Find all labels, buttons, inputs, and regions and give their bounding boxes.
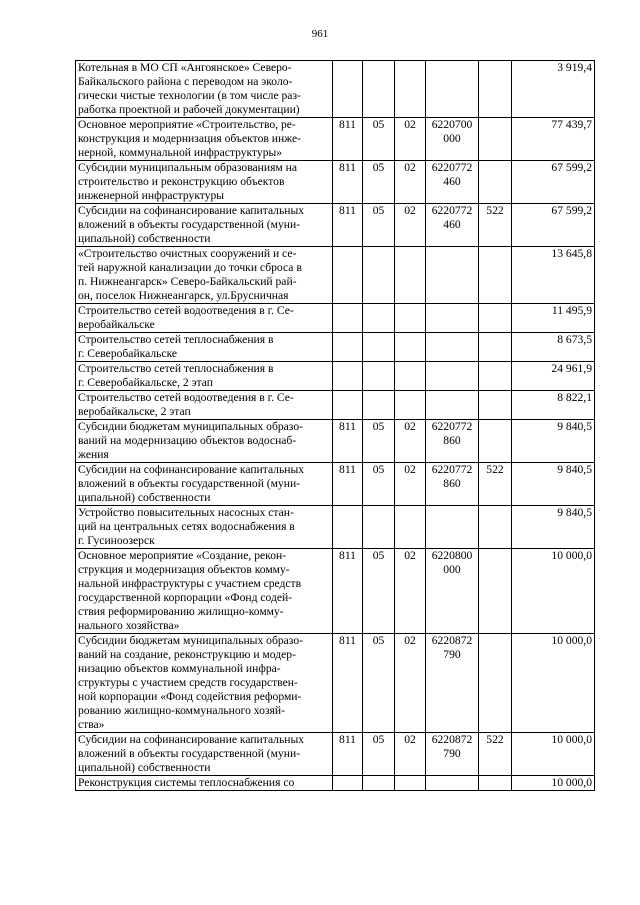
- item-name-line: Субсидии на софинансирование капитальных: [78, 204, 305, 217]
- grbs-cell: 811: [333, 463, 363, 506]
- amount-cell: 9 840,5: [512, 420, 595, 463]
- amount-cell: 67 599,2: [512, 204, 595, 247]
- target-code-cell: [426, 733, 479, 776]
- expense-type-cell: [479, 362, 512, 391]
- grbs-cell: 811: [333, 161, 363, 204]
- section-cell: 05: [363, 204, 395, 247]
- item-name-line: Котельная в МО СП «Ангоянское» Северо-: [78, 61, 292, 74]
- item-name-line: ной корпорации «Фонд содействия реформи-: [78, 690, 302, 703]
- table-row: [76, 463, 595, 506]
- section-cell: [363, 506, 395, 549]
- table-row: [76, 204, 595, 247]
- item-name-line: вложений в объекты государственной (муни-: [78, 747, 301, 760]
- item-name-line: низацию объектов коммунальной инфра-: [78, 662, 281, 675]
- target-code-cell: [426, 549, 479, 634]
- table-row: [76, 362, 595, 391]
- target-code-cell: [426, 420, 479, 463]
- subsection-cell: 02: [395, 118, 426, 161]
- subsection-cell: 02: [395, 733, 426, 776]
- subsection-cell: [395, 506, 426, 549]
- section-cell: 05: [363, 161, 395, 204]
- expense-type-cell: [479, 304, 512, 333]
- item-name-cell: [76, 362, 333, 391]
- item-name-line: гически чистые технологии (в том числе раз-: [78, 89, 301, 102]
- target-code-cell: [426, 391, 479, 420]
- item-name-line: структуры с участием средств государствен-: [78, 676, 298, 689]
- amount-cell: 9 840,5: [512, 463, 595, 506]
- grbs-cell: 811: [333, 204, 363, 247]
- expense-type-cell: [479, 549, 512, 634]
- item-name-line: жения: [78, 448, 109, 461]
- item-name-cell: [76, 733, 333, 776]
- item-name-line: рованию жилищно-коммунального хозяй-: [78, 704, 285, 717]
- subsection-cell: 02: [395, 161, 426, 204]
- item-name-cell: [76, 161, 333, 204]
- item-name-cell: [76, 204, 333, 247]
- item-name-line: Строительство сетей водоотведения в г. Се-: [78, 391, 294, 404]
- section-cell: 05: [363, 634, 395, 733]
- target-code-cell: [426, 304, 479, 333]
- subsection-cell: [395, 391, 426, 420]
- subsection-cell: [395, 304, 426, 333]
- budget-table-body: [76, 61, 595, 791]
- item-name-line: ваний на модернизацию объектов водоснаб-: [78, 434, 297, 447]
- item-name-cell: [76, 333, 333, 362]
- item-name-line: Строительство сетей теплоснабжения в: [78, 362, 274, 375]
- item-name-line: инженерной инфраструктуры: [78, 189, 225, 202]
- amount-cell: 67 599,2: [512, 161, 595, 204]
- target-code-line: 860: [443, 434, 461, 447]
- item-name-cell: [76, 61, 333, 118]
- item-name-line: нерной, коммунальной инфраструктуры»: [78, 146, 283, 159]
- item-name-line: Субсидии муниципальным образованиям на: [78, 161, 297, 174]
- table-row: [76, 506, 595, 549]
- table-row: [76, 776, 595, 791]
- amount-cell: 9 840,5: [512, 506, 595, 549]
- table-row: [76, 634, 595, 733]
- target-code-cell: [426, 506, 479, 549]
- grbs-cell: [333, 61, 363, 118]
- item-name-line: ций на центральных сетях водоснабжения в: [78, 520, 295, 533]
- section-cell: [363, 391, 395, 420]
- item-name-line: «Строительство очистных сооружений и се-: [78, 247, 297, 260]
- item-name-line: Субсидии бюджетам муниципальных образо-: [78, 634, 303, 647]
- target-code-cell: [426, 362, 479, 391]
- expense-type-cell: [479, 247, 512, 304]
- expense-type-cell: [479, 634, 512, 733]
- expense-type-cell: [479, 420, 512, 463]
- target-code-line: 6220772: [431, 204, 473, 217]
- expense-type-cell: [479, 118, 512, 161]
- grbs-cell: [333, 362, 363, 391]
- grbs-cell: [333, 506, 363, 549]
- section-cell: [363, 333, 395, 362]
- item-name-line: веробайкальске, 2 этап: [78, 405, 191, 418]
- item-name-line: Субсидии бюджетам муниципальных образо-: [78, 420, 303, 433]
- item-name-line: строительство и реконструкцию объектов: [78, 175, 285, 188]
- target-code-line: 000: [443, 132, 461, 145]
- subsection-cell: 02: [395, 463, 426, 506]
- item-name-line: Байкальского района с переводом на эколо-: [78, 75, 293, 88]
- table-row: [76, 391, 595, 420]
- item-name-line: ципальной) собственности: [78, 761, 211, 774]
- table-row: [76, 61, 595, 118]
- item-name-line: ципальной) собственности: [78, 232, 211, 245]
- expense-type-cell: 522: [479, 733, 512, 776]
- item-name-cell: [76, 549, 333, 634]
- table-row: [76, 333, 595, 362]
- item-name-line: п. Нижнеангарск» Северо-Байкальский рай-: [78, 275, 297, 288]
- section-cell: 05: [363, 733, 395, 776]
- item-name-line: Субсидии на софинансирование капитальных: [78, 733, 305, 746]
- section-cell: [363, 362, 395, 391]
- amount-cell: 13 645,8: [512, 247, 595, 304]
- target-code-line: 6220800: [431, 549, 473, 562]
- item-name-line: вложений в объекты государственной (муни-: [78, 477, 301, 490]
- expense-type-cell: [479, 391, 512, 420]
- subsection-cell: [395, 362, 426, 391]
- item-name-cell: [76, 391, 333, 420]
- subsection-cell: [395, 333, 426, 362]
- amount-cell: 10 000,0: [512, 776, 595, 791]
- subsection-cell: 02: [395, 420, 426, 463]
- item-name-line: Основное мероприятие «Строительство, ре-: [78, 118, 296, 131]
- item-name-cell: [76, 247, 333, 304]
- section-cell: [363, 61, 395, 118]
- grbs-cell: 811: [333, 733, 363, 776]
- target-code-line: 6220772: [431, 420, 473, 433]
- item-name-line: нального хозяйства»: [78, 619, 180, 632]
- item-name-line: Основное мероприятие «Создание, рекон-: [78, 549, 287, 562]
- target-code-line: 000: [443, 563, 461, 576]
- item-name-line: г. Северобайкальске: [78, 347, 178, 360]
- subsection-cell: 02: [395, 549, 426, 634]
- item-name-line: струкция и модернизация объектов комму-: [78, 563, 290, 576]
- amount-cell: 77 439,7: [512, 118, 595, 161]
- target-code-cell: [426, 118, 479, 161]
- amount-cell: 8 822,1: [512, 391, 595, 420]
- subsection-cell: [395, 247, 426, 304]
- target-code-cell: [426, 634, 479, 733]
- subsection-cell: 02: [395, 634, 426, 733]
- item-name-line: Строительство сетей теплоснабжения в: [78, 333, 274, 346]
- item-name-line: Реконструкция системы теплоснабжения со: [78, 776, 295, 789]
- item-name-line: Субсидии на софинансирование капитальных: [78, 463, 305, 476]
- budget-table: [75, 60, 595, 791]
- target-code-cell: [426, 61, 479, 118]
- table-row: [76, 118, 595, 161]
- grbs-cell: [333, 304, 363, 333]
- amount-cell: 3 919,4: [512, 61, 595, 118]
- grbs-cell: 811: [333, 118, 363, 161]
- target-code-cell: [426, 247, 479, 304]
- target-code-line: 790: [443, 747, 461, 760]
- page-number: 961: [311, 28, 329, 40]
- item-name-cell: [76, 506, 333, 549]
- item-name-line: конструкция и модернизация объектов инже-: [78, 132, 302, 145]
- grbs-cell: 811: [333, 420, 363, 463]
- amount-cell: 8 673,5: [512, 333, 595, 362]
- table-row: [76, 247, 595, 304]
- target-code-line: 460: [443, 218, 461, 231]
- item-name-cell: [76, 304, 333, 333]
- grbs-cell: [333, 333, 363, 362]
- target-code-cell: [426, 161, 479, 204]
- target-code-line: 6220772: [431, 161, 473, 174]
- expense-type-cell: 522: [479, 204, 512, 247]
- table-row: [76, 420, 595, 463]
- item-name-cell: [76, 463, 333, 506]
- section-cell: 05: [363, 118, 395, 161]
- amount-cell: 11 495,9: [512, 304, 595, 333]
- item-name-line: он, поселок Нижнеангарск, ул.Брусничная: [78, 289, 289, 302]
- target-code-cell: [426, 776, 479, 791]
- item-name-cell: [76, 420, 333, 463]
- subsection-cell: [395, 776, 426, 791]
- item-name-line: г. Гусиноозерск: [78, 534, 155, 547]
- subsection-cell: 02: [395, 204, 426, 247]
- target-code-line: 6220772: [431, 463, 473, 476]
- section-cell: [363, 247, 395, 304]
- target-code-line: 6220700: [431, 118, 473, 131]
- expense-type-cell: [479, 161, 512, 204]
- table-row: [76, 161, 595, 204]
- target-code-line: 790: [443, 648, 461, 661]
- item-name-line: г. Северобайкальске, 2 этап: [78, 376, 213, 389]
- target-code-line: 6220872: [431, 634, 473, 647]
- grbs-cell: 811: [333, 549, 363, 634]
- table-row: [76, 549, 595, 634]
- item-name-line: ципальной) собственности: [78, 491, 211, 504]
- item-name-cell: [76, 118, 333, 161]
- item-name-cell: [76, 634, 333, 733]
- item-name-line: ствия реформированию жилищно-комму-: [78, 605, 284, 618]
- item-name-line: Строительство сетей водоотведения в г. Се-: [78, 304, 294, 317]
- table-row: [76, 304, 595, 333]
- grbs-cell: [333, 247, 363, 304]
- section-cell: 05: [363, 463, 395, 506]
- item-name-line: работка проектной и рабочей документации): [78, 103, 300, 116]
- amount-cell: 10 000,0: [512, 634, 595, 733]
- section-cell: 05: [363, 420, 395, 463]
- target-code-line: 6220872: [431, 733, 473, 746]
- expense-type-cell: 522: [479, 463, 512, 506]
- section-cell: [363, 304, 395, 333]
- expense-type-cell: [479, 61, 512, 118]
- target-code-cell: [426, 333, 479, 362]
- grbs-cell: [333, 391, 363, 420]
- expense-type-cell: [479, 506, 512, 549]
- section-cell: 05: [363, 549, 395, 634]
- item-name-line: веробайкальске: [78, 318, 155, 331]
- section-cell: [363, 776, 395, 791]
- amount-cell: 10 000,0: [512, 549, 595, 634]
- item-name-cell: [76, 776, 333, 791]
- grbs-cell: [333, 776, 363, 791]
- table-row: [76, 733, 595, 776]
- expense-type-cell: [479, 333, 512, 362]
- target-code-cell: [426, 463, 479, 506]
- subsection-cell: [395, 61, 426, 118]
- target-code-cell: [426, 204, 479, 247]
- grbs-cell: 811: [333, 634, 363, 733]
- item-name-line: ваний на создание, реконструкцию и модер-: [78, 648, 296, 661]
- item-name-line: вложений в объекты государственной (муни-: [78, 218, 301, 231]
- amount-cell: 24 961,9: [512, 362, 595, 391]
- item-name-line: государственной корпорации «Фонд содей-: [78, 591, 293, 604]
- item-name-line: ства»: [78, 718, 105, 731]
- item-name-line: нальной инфраструктуры с участием средств: [78, 577, 302, 590]
- target-code-line: 460: [443, 175, 461, 188]
- amount-cell: 10 000,0: [512, 733, 595, 776]
- item-name-line: Устройство повысительных насосных стан-: [78, 506, 294, 519]
- item-name-line: тей наружной канализации до точки сброса в: [78, 261, 302, 274]
- target-code-line: 860: [443, 477, 461, 490]
- expense-type-cell: [479, 776, 512, 791]
